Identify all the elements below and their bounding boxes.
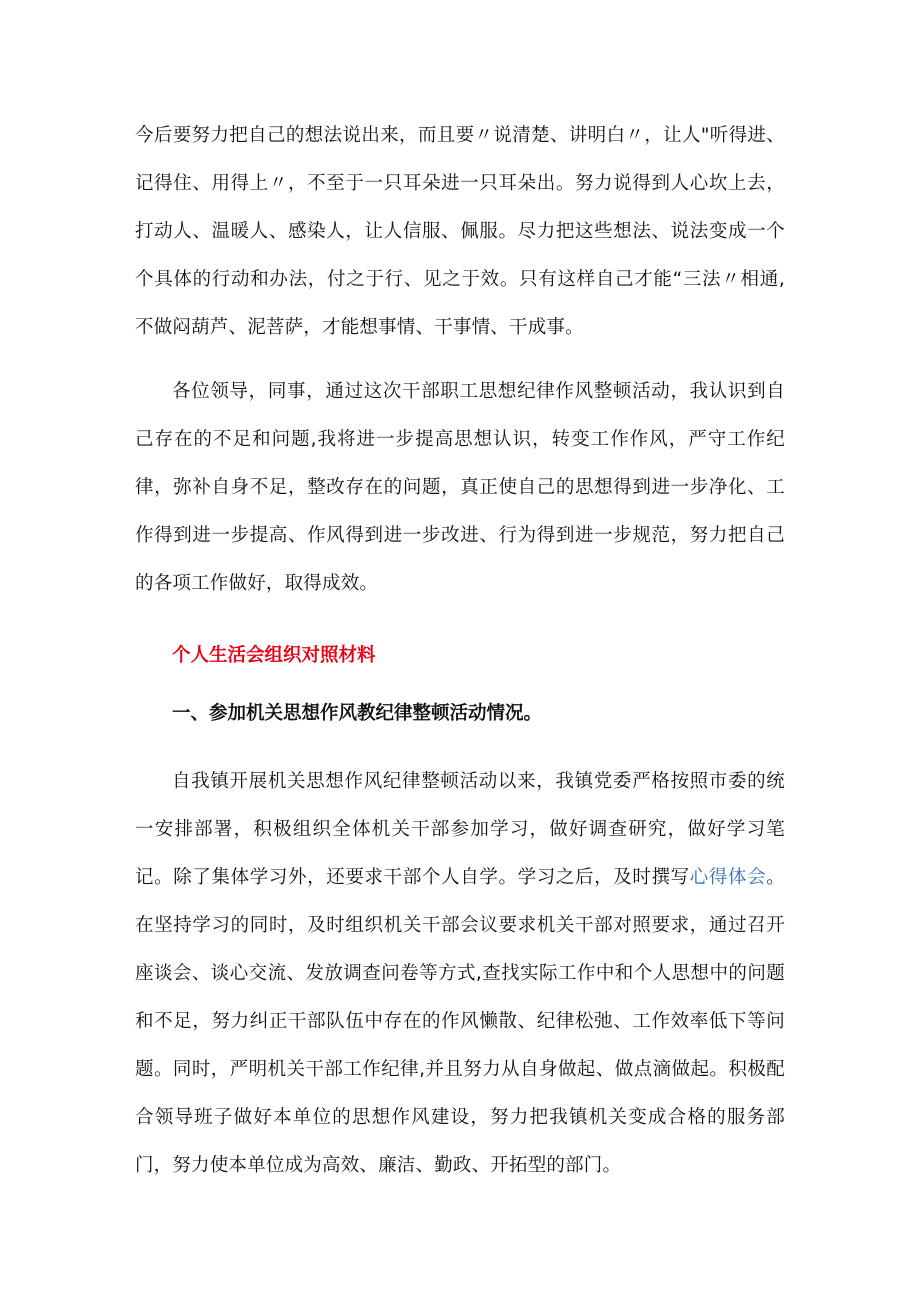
paragraph-1: 今后要努力把自己的想法说出来，而且要〃说清楚、讲明白〃，让人"听得进、记得住、用得上〃，不至于一只耳朵进一只耳朵出。努力说得到人心坎上去，打动人、温暖人、感染人，让人信服、佩服。尽力把这些想法、说法变成一个个具体的行动和办法，付之于行、见之于效。只有这样自己才能“三法〃相通,不做闷葫芦、泥菩萨，才能想事情、干事情、干成事。 bbox=[135, 125, 785, 338]
section-heading-1: 一、参加机关思想作风教纪律整顿活动情况。 bbox=[172, 703, 543, 724]
xinde-tihui-link[interactable]: 心得体会 bbox=[689, 867, 767, 888]
paragraph-3 bbox=[135, 758, 785, 1190]
paragraph-3-text-before: 自我镇开展机关思想作风纪律整顿活动以来，我镇党委严格按照市委的统一安排部署，积极组织全体机关干部参加学习，做好调查研究，做好学习笔记。除了集体学习外，还要求干部个人自学。学习之后，及时撰写 bbox=[135, 771, 785, 888]
paragraph-3-text-after: 。在坚持学习的同时，及时组织机关干部会议要求机关干部对照要求，通过召开座谈会、谈心交流、发放调查问卷等方式,查找实际工作中和个人思想中的问题和不足，努力纠正干部队伍中存在的作风懒散、纪律松弛、工作效率低下等问题。同时，严明机关干部工作纪律,并且努力从自身做起、做点滴做起。积极配合领导班子做好本单位的思想作风建设，努力把我镇机关变成合格的服务部门，努力使本单位成为高效、廉洁、勤政、开拓型的部门。 bbox=[135, 867, 785, 1176]
paragraph-2: 各位领导，同事，通过这次干部职工思想纪律作风整顿活动，我认识到自己存在的不足和问题,我将进一步提高思想认识，转变工作作风，严守工作纪律，弥补自身不足，整改存在的问题，真正使自己的思想得到进一步净化、工作得到进一步提高、作风得到进一步改进、行为得到进一步规范，努力把自己的各项工作做好，取得成效。 bbox=[135, 381, 785, 594]
document-title: 个人生活会组织对照材料 bbox=[172, 645, 376, 666]
